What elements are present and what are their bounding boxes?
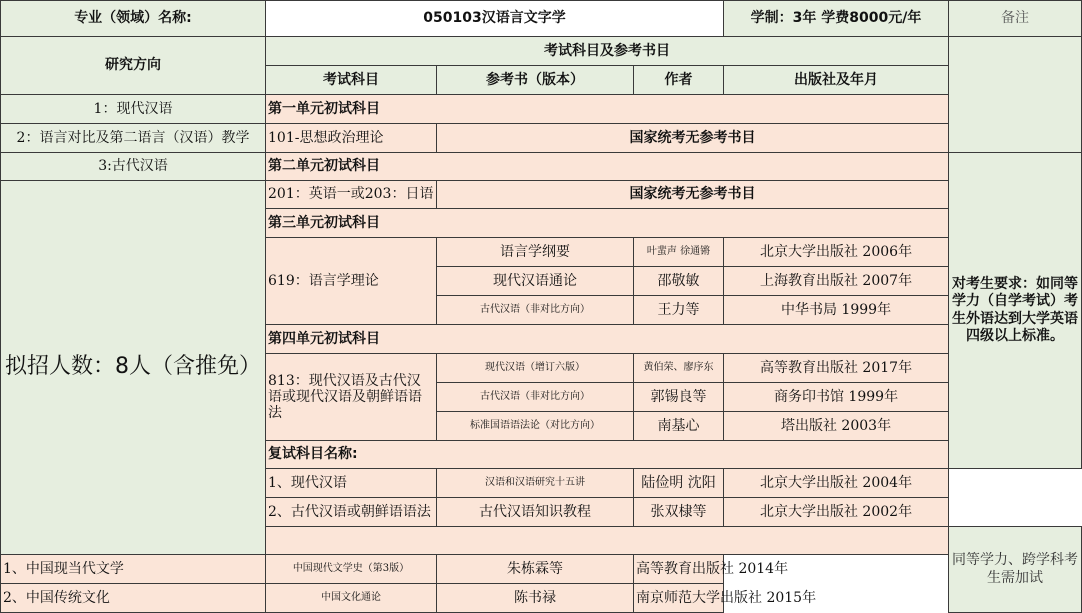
retest-book-1: 汉语和汉语研究十五讲 (437, 469, 634, 498)
unit2-header: 第二单元初试科目 (266, 153, 949, 181)
u4-publisher-2: 商务印书馆 1999年 (724, 383, 949, 412)
politics-subject: 101-思想政治理论 (266, 124, 437, 153)
duration-fee: 学制：3年 学费8000元/年 (724, 1, 949, 37)
u3-publisher-2: 上海教育出版社 2007年 (724, 267, 949, 296)
u4-publisher-3: 塔出版社 2003年 (724, 412, 949, 441)
direction-2: 2：语言对比及第二语言（汉语）教学 (1, 124, 266, 153)
retest-author-2: 张双棣等 (634, 498, 724, 527)
enrollment: 拟招人数：8人（含推免） (1, 181, 266, 555)
u4-book-3: 标准国语语法论（对比方向） (437, 412, 634, 441)
u3-publisher-3: 中华书局 1999年 (724, 296, 949, 325)
retest-publisher-1: 北京大学出版社 2004年 (724, 469, 949, 498)
u4-publisher-1: 高等教育出版社 2017年 (724, 354, 949, 383)
extra-author-1: 朱栋霖等 (437, 555, 634, 584)
remarks-label: 备注 (949, 1, 1082, 37)
u3-book-3: 古代汉语（非对比方向） (437, 296, 634, 325)
extra-publisher-1: 高等教育出版社 2014年 (634, 555, 724, 584)
major-name: 050103汉语言文字学 (266, 1, 724, 37)
retest-author-1: 陆俭明 沈阳 (634, 469, 724, 498)
unit4-header: 第四单元初试科目 (266, 325, 949, 354)
direction-label: 研究方向 (1, 37, 266, 95)
u4-book-1: 现代汉语（增订六版） (437, 354, 634, 383)
u3-author-1: 叶蜚声 徐通锵 (634, 238, 724, 267)
retest-publisher-2: 北京大学出版社 2002年 (724, 498, 949, 527)
col-publisher: 出版社及年月 (724, 66, 949, 95)
requirement-note: 对考生要求：如同等学力（自学考试）考生外语达到大学英语四级以上标准。 (949, 153, 1082, 469)
retest-subject-2: 2、古代汉语或朝鲜语语法 (266, 498, 437, 527)
major-label: 专业（领域）名称: (1, 1, 266, 37)
extra-subject-1: 1、中国现当代文学 (1, 555, 266, 584)
lang-subject: 201：英语一或203：日语 (266, 181, 437, 209)
u3-author-3: 王力等 (634, 296, 724, 325)
extra-author-2: 陈书禄 (437, 584, 634, 613)
retest-subject-1: 1、现代汉语 (266, 469, 437, 498)
extra-note: 同等学力、跨学科考生需加试 (949, 527, 1082, 613)
col-subject: 考试科目 (266, 66, 437, 95)
col-author: 作者 (634, 66, 724, 95)
unit3-header: 第三单元初试科目 (266, 209, 949, 238)
u3-book-2: 现代汉语通论 (437, 267, 634, 296)
direction-3: 3:古代汉语 (1, 153, 266, 181)
retest-header: 复试科目名称: (266, 441, 949, 469)
u4-author-3: 南基心 (634, 412, 724, 441)
blank-row (266, 527, 949, 555)
u4-author-2: 郭锡良等 (634, 383, 724, 412)
retest-book-2: 古代汉语知识教程 (437, 498, 634, 527)
extra-publisher-2: 南京师范大学出版社 2015年 (634, 584, 724, 613)
u3-publisher-1: 北京大学出版社 2006年 (724, 238, 949, 267)
extra-book-1: 中国现代文学史（第3版） (266, 555, 437, 584)
unit1-header: 第一单元初试科目 (266, 95, 949, 124)
u3-subject: 619：语言学理论 (266, 238, 437, 325)
u3-author-2: 邵敬敏 (634, 267, 724, 296)
exam-and-books-header: 考试科目及参考书目 (266, 37, 949, 66)
col-book: 参考书（版本） (437, 66, 634, 95)
extra-book-2: 中国文化通论 (266, 584, 437, 613)
remarks-empty-cell (949, 37, 1082, 153)
direction-1: 1：现代汉语 (1, 95, 266, 124)
politics-book: 国家统考无参考书目 (437, 124, 949, 153)
u4-subject: 813：现代汉语及古代汉语或现代汉语及朝鲜语语法 (266, 354, 437, 441)
extra-subject-2: 2、中国传统文化 (1, 584, 266, 613)
u3-book-1: 语言学纲要 (437, 238, 634, 267)
u4-book-2: 古代汉语（非对比方向） (437, 383, 634, 412)
lang-book: 国家统考无参考书目 (437, 181, 949, 209)
u4-author-1: 黄伯荣、廖序东 (634, 354, 724, 383)
